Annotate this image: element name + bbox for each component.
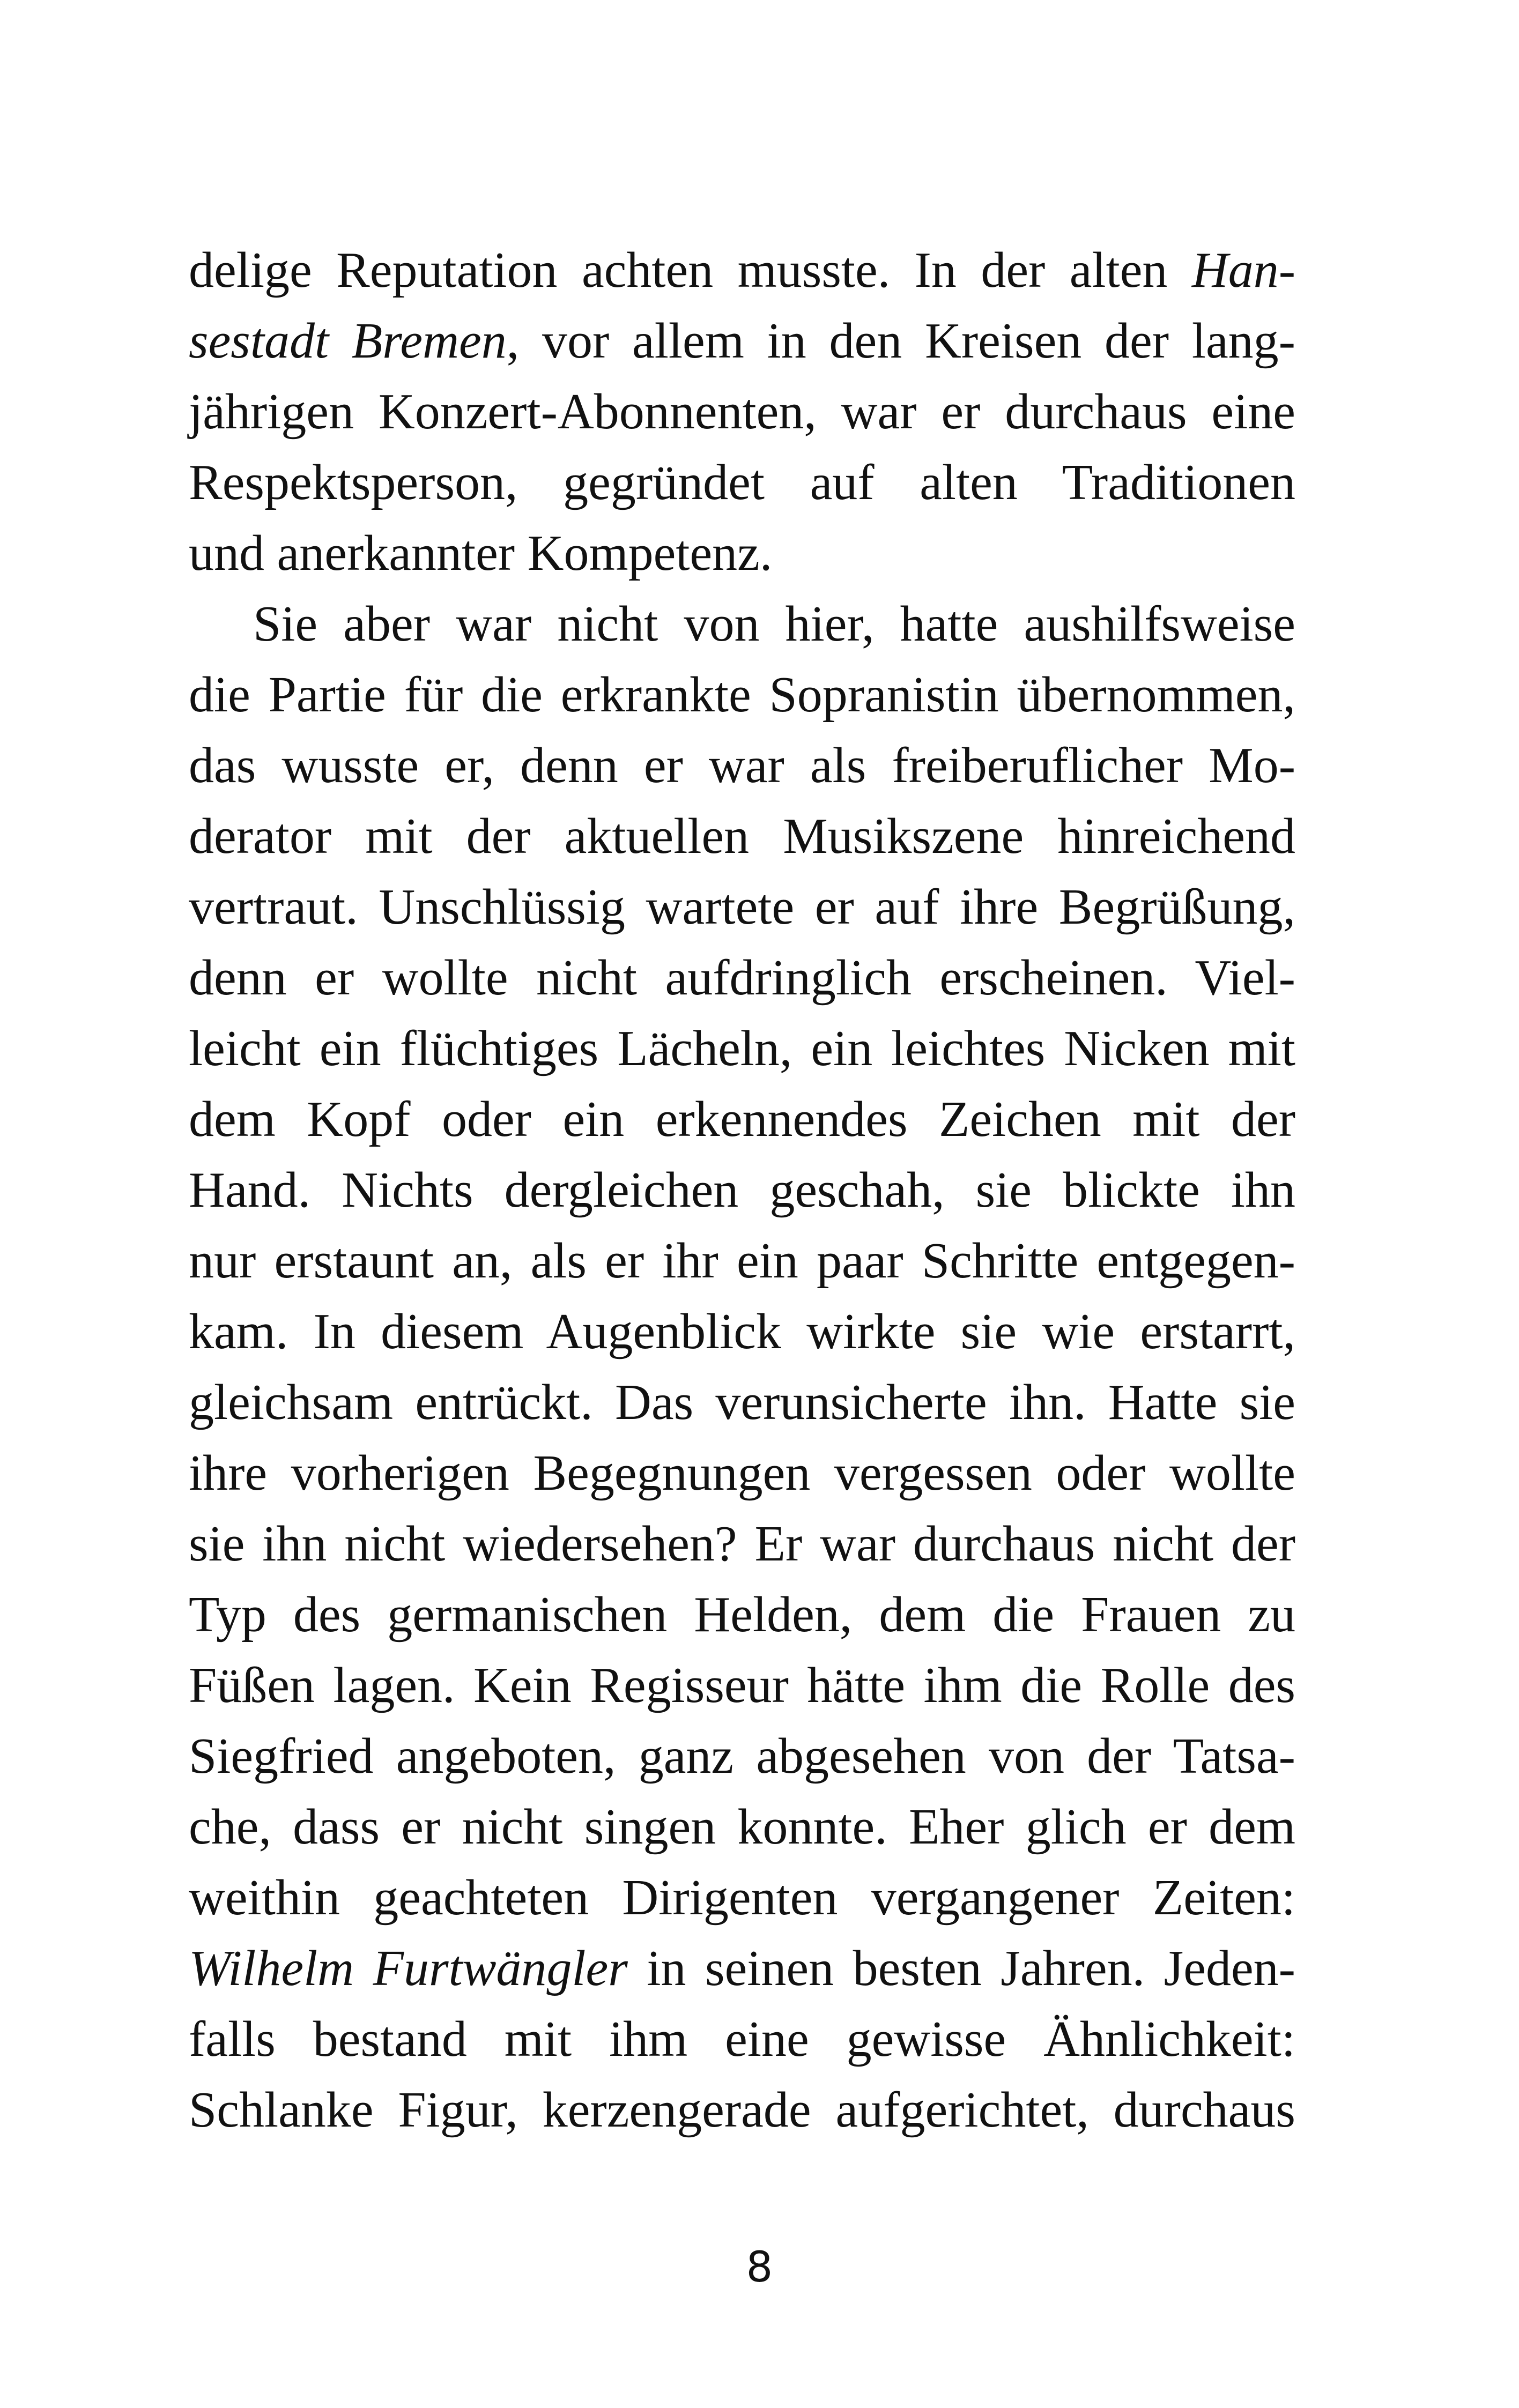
text-segment: kam. In diesem Augenblick wirkte sie wie erstarrt, <box>189 1304 1295 1359</box>
paragraph <box>189 589 1295 2145</box>
text-line <box>189 2004 1295 2075</box>
text-segment: nur erstaunt an, als er ihr ein paar Schritte entgegen- <box>189 1233 1295 1289</box>
text-segment: und anerkannter Kompetenz. <box>189 525 773 581</box>
text-segment: delige Reputation achten musste. In der alten <box>189 242 1192 298</box>
text-segment: Respektsperson, gegründet auf alten Traditionen <box>189 455 1295 510</box>
text-line <box>189 1933 1295 2004</box>
text-segment: che, dass er nicht singen konnte. Eher glich er dem <box>189 1799 1295 1855</box>
text-line <box>189 659 1295 730</box>
text-line <box>189 1650 1295 1721</box>
text-line <box>189 2075 1295 2145</box>
text-segment: Füßen lagen. Kein Regisseur hätte ihm die Rolle des <box>189 1658 1295 1713</box>
text-line <box>189 801 1295 872</box>
text-line <box>189 1792 1295 1862</box>
text-segment: in seinen besten Jahren. Jeden- <box>627 1941 1295 1996</box>
text-line <box>189 1862 1295 1933</box>
text-segment: derator mit der aktuellen Musikszene hinreichend <box>189 808 1295 864</box>
italic-text-segment: Han- <box>1191 242 1295 298</box>
text-segment: jährigen Konzert-Abonnenten, war er durchaus eine <box>189 384 1295 440</box>
text-line <box>189 376 1295 447</box>
text-segment: sie ihn nicht wiedersehen? Er war durchaus nicht der <box>189 1516 1295 1572</box>
italic-text-segment: Wilhelm Furtwängler <box>189 1941 628 1996</box>
text-segment: denn er wollte nicht aufdringlich erscheinen. Viel- <box>189 950 1295 1006</box>
text-line <box>189 942 1295 1013</box>
text-line <box>189 1084 1295 1155</box>
text-segment: gleichsam entrückt. Das verunsicherte ihn. Hatte sie <box>189 1374 1295 1430</box>
text-line <box>189 872 1295 942</box>
text-line <box>189 1579 1295 1650</box>
text-line <box>189 730 1295 801</box>
text-line <box>189 1225 1295 1296</box>
text-segment: das wusste er, denn er war als freiberuflicher Mo- <box>189 738 1295 793</box>
text-segment: ihre vorherigen Begegnungen vergessen oder wollte <box>189 1445 1295 1501</box>
italic-text-segment: sestadt Bremen <box>189 313 507 369</box>
text-line <box>189 1296 1295 1367</box>
text-segment: weithin geachteten Dirigenten vergangener Zeiten: <box>189 1870 1295 1926</box>
text-segment: Typ des germanischen Helden, dem die Frauen zu <box>189 1587 1295 1643</box>
text-segment: Schlanke Figur, kerzengerade aufgerichtet, durchaus <box>189 2082 1295 2138</box>
text-line <box>189 1013 1295 1084</box>
text-line <box>189 1155 1295 1225</box>
text-segment: vertraut. Unschlüssig wartete er auf ihre Begrüßung, <box>189 879 1295 935</box>
text-line <box>189 235 1295 306</box>
text-line <box>189 1721 1295 1792</box>
text-segment: Sie aber war nicht von hier, hatte aushilfsweise <box>253 596 1295 652</box>
body-text <box>189 235 1295 2145</box>
text-line <box>189 1367 1295 1438</box>
text-line <box>189 1438 1295 1508</box>
text-segment: Hand. Nichts dergleichen geschah, sie blickte ihn <box>189 1162 1295 1218</box>
text-line <box>189 306 1295 376</box>
text-segment: dem Kopf oder ein erkennendes Zeichen mit der <box>189 1091 1295 1147</box>
text-segment: , vor allem in den Kreisen der lang- <box>506 313 1295 369</box>
text-segment: die Partie für die erkrankte Sopranistin übernommen, <box>189 667 1295 723</box>
text-line <box>189 447 1295 518</box>
text-segment: leicht ein flüchtiges Lächeln, ein leichtes Nicken mit <box>189 1021 1295 1076</box>
text-line <box>189 518 1295 589</box>
text-segment: falls bestand mit ihm eine gewisse Ähnlichkeit: <box>189 2011 1295 2067</box>
paragraph <box>189 235 1295 589</box>
text-line <box>189 589 1295 659</box>
text-segment: Siegfried angeboten, ganz abgesehen von der Tatsa- <box>189 1728 1295 1784</box>
text-line <box>189 1508 1295 1579</box>
page-number: 8 <box>746 2243 773 2292</box>
